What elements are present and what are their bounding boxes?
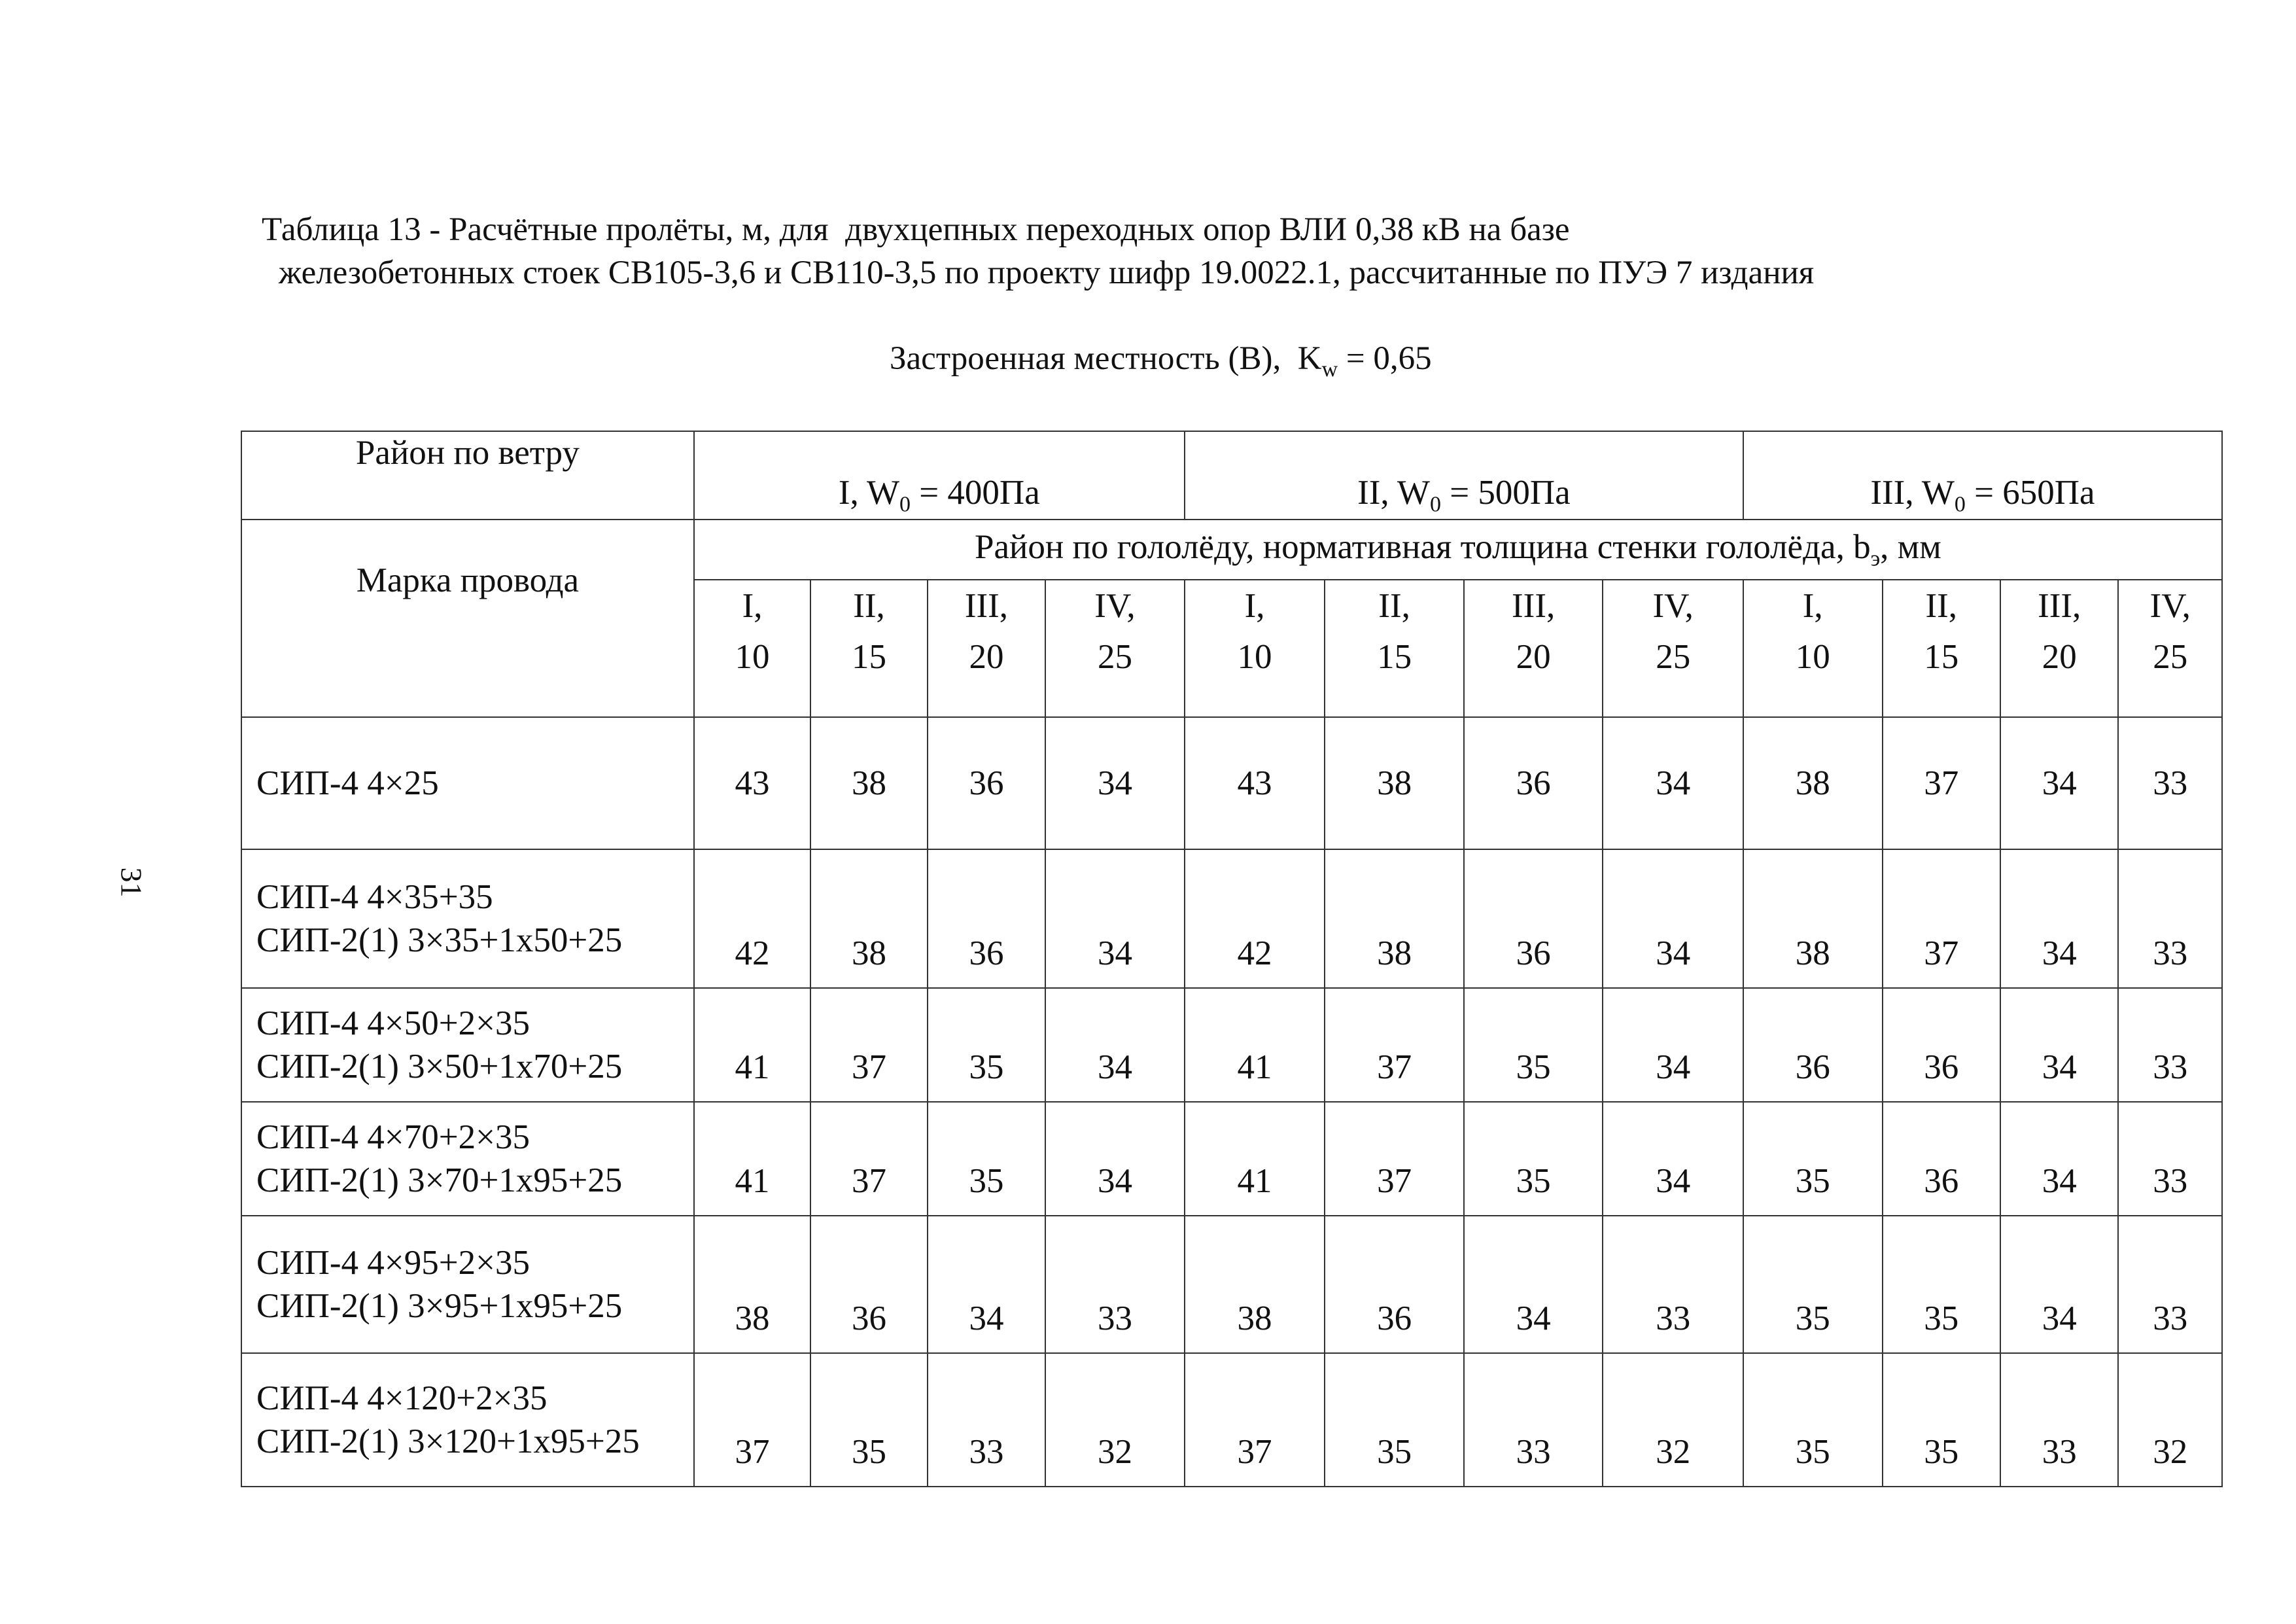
span-value-cell: 38 xyxy=(1743,849,1883,988)
span-value-cell: 35 xyxy=(1883,1353,2000,1487)
table-row xyxy=(241,1353,2222,1487)
span-value-cell: 33 xyxy=(928,1353,1045,1487)
wire-brand-cell xyxy=(241,717,694,849)
span-value-cell: 36 xyxy=(1325,1216,1464,1353)
table-row xyxy=(241,988,2222,1102)
wire-brand-line-1: СИП-4 4×70+2×35 xyxy=(256,1118,530,1156)
ice-zone-cell: IV, 25 xyxy=(1603,580,1743,717)
span-value-cell: 32 xyxy=(1045,1353,1185,1487)
span-value-cell: 37 xyxy=(1883,849,2000,988)
caption-line-2: железобетонных стоек СВ105-3,6 и СВ110-3,5 по проекту шифр 19.0022.1, рассчитанные по ПУЭ 7 издания xyxy=(279,255,1815,291)
ice-zone-cell: III, 20 xyxy=(928,580,1045,717)
span-value-cell: 35 xyxy=(928,1102,1045,1216)
wire-brand-cell xyxy=(241,849,694,988)
span-value-cell: 33 xyxy=(1464,1353,1603,1487)
span-value-cell: 33 xyxy=(1045,1216,1185,1353)
span-value-cell: 43 xyxy=(694,717,810,849)
span-value-cell: 33 xyxy=(2118,1216,2222,1353)
wind-zone-3: III, $W_0 = 650Па$ xyxy=(1743,431,2222,520)
subtitle-text: Застроенная местность (В), K xyxy=(890,340,1322,377)
span-value-cell: 41 xyxy=(1185,1102,1325,1216)
span-value-cell: 34 xyxy=(2000,1102,2118,1216)
span-value-cell: 33 xyxy=(2118,717,2222,849)
span-value-cell: 35 xyxy=(1464,988,1603,1102)
wire-brand-cell xyxy=(241,1353,694,1487)
span-value-cell: 42 xyxy=(694,849,810,988)
span-value-cell: 41 xyxy=(694,988,810,1102)
span-value-cell: 35 xyxy=(810,1353,927,1487)
span-value-cell: 36 xyxy=(928,717,1045,849)
span-value-cell: 35 xyxy=(1743,1102,1883,1216)
span-value-cell: 36 xyxy=(1743,988,1883,1102)
caption-line-1: Таблица 13 - Расчётные пролёты, м, для двухцепных переходных опор ВЛИ 0,38 кВ на базе xyxy=(262,211,1570,248)
span-value-cell: 34 xyxy=(2000,988,2118,1102)
span-value-cell: 34 xyxy=(2000,717,2118,849)
span-value-cell: 35 xyxy=(928,988,1045,1102)
span-value-cell: 37 xyxy=(810,1102,927,1216)
span-value-cell: 34 xyxy=(1603,1102,1743,1216)
span-value-cell: 36 xyxy=(928,849,1045,988)
ice-zone-cell: I, 10 xyxy=(1743,580,1883,717)
span-value-cell: 38 xyxy=(810,849,927,988)
span-value-cell: 34 xyxy=(1464,1216,1603,1353)
span-value-cell: 38 xyxy=(1743,717,1883,849)
span-value-cell: 41 xyxy=(694,1102,810,1216)
ice-region-title: Район по гололёду, нормативная толщина стенки гололёда, $b_э$, мм xyxy=(694,520,2222,580)
wire-brand-line-1: СИП-4 4×35+35 xyxy=(256,878,493,916)
wire-brand-line-1: СИП-4 4×120+2×35 xyxy=(256,1379,548,1417)
span-value-cell: 38 xyxy=(1325,849,1464,988)
subtitle-subscript: w xyxy=(1321,357,1338,382)
span-value-cell: 37 xyxy=(1325,988,1464,1102)
ice-zone-cell: III, 20 xyxy=(1464,580,1603,717)
span-value-cell: 32 xyxy=(2118,1353,2222,1487)
span-value-cell: 34 xyxy=(1045,988,1185,1102)
span-value-cell: 37 xyxy=(810,988,927,1102)
span-value-cell: 37 xyxy=(1185,1353,1325,1487)
span-value-cell: 38 xyxy=(1185,1216,1325,1353)
page-number: 31 xyxy=(114,867,148,898)
ice-zone-cell: II, 15 xyxy=(1325,580,1464,717)
wind-zone-2: II, $W_0 = 500Па$ xyxy=(1185,431,1743,520)
wire-brand-line-2: СИП-2(1) 3×70+1х95+25 xyxy=(256,1161,623,1199)
table-row xyxy=(241,1102,2222,1216)
wire-brand-cell xyxy=(241,1102,694,1216)
span-value-cell: 38 xyxy=(810,717,927,849)
wire-brand-line-2: СИП-2(1) 3×95+1х95+25 xyxy=(256,1287,623,1325)
span-value-cell: 33 xyxy=(2000,1353,2118,1487)
ice-zone-cell: IV, 25 xyxy=(1045,580,1185,717)
wind-header-row xyxy=(241,431,2222,520)
terrain-subtitle xyxy=(890,337,1432,391)
wire-brand-line-1: СИП-4 4×25 xyxy=(256,764,439,802)
span-value-cell: 36 xyxy=(1464,849,1603,988)
span-value-cell: 41 xyxy=(1185,988,1325,1102)
span-value-cell: 34 xyxy=(2000,849,2118,988)
span-value-cell: 37 xyxy=(1325,1102,1464,1216)
span-value-cell: 36 xyxy=(1883,1102,2000,1216)
wire-brand-cell xyxy=(241,1216,694,1353)
span-value-cell: 34 xyxy=(1045,849,1185,988)
ice-zone-cell: IV, 25 xyxy=(2118,580,2222,717)
table-row xyxy=(241,717,2222,849)
wind-zone-1: I, $W_0 = 400Па$ xyxy=(694,431,1185,520)
span-value-cell: 35 xyxy=(1743,1353,1883,1487)
span-value-cell: 35 xyxy=(1743,1216,1883,1353)
span-value-cell: 36 xyxy=(1464,717,1603,849)
span-value-cell: 34 xyxy=(2000,1216,2118,1353)
span-value-cell: 42 xyxy=(1185,849,1325,988)
span-value-cell: 33 xyxy=(1603,1216,1743,1353)
span-value-cell: 33 xyxy=(2118,1102,2222,1216)
spans-table xyxy=(241,431,2223,1487)
span-value-cell: 34 xyxy=(1045,1102,1185,1216)
span-value-cell: 34 xyxy=(1603,988,1743,1102)
subtitle-value: = 0,65 xyxy=(1338,340,1432,377)
span-value-cell: 36 xyxy=(810,1216,927,1353)
wire-brand-line-2: СИП-2(1) 3×35+1х50+25 xyxy=(256,921,623,959)
wire-brand-cell xyxy=(241,988,694,1102)
ice-zone-cell: I, 10 xyxy=(694,580,810,717)
wire-brand-line-1: СИП-4 4×50+2×35 xyxy=(256,1004,530,1042)
span-value-cell: 34 xyxy=(1603,849,1743,988)
span-value-cell: 36 xyxy=(1883,988,2000,1102)
ice-zone-cell: I, 10 xyxy=(1185,580,1325,717)
wire-brand-line-2: СИП-2(1) 3×50+1х70+25 xyxy=(256,1048,623,1086)
ice-title-row xyxy=(241,520,2222,580)
span-value-cell: 35 xyxy=(1325,1353,1464,1487)
table-row xyxy=(241,849,2222,988)
span-value-cell: 43 xyxy=(1185,717,1325,849)
span-value-cell: 37 xyxy=(1883,717,2000,849)
wire-brand-line-2: СИП-2(1) 3×120+1х95+25 xyxy=(256,1422,640,1460)
span-value-cell: 35 xyxy=(1883,1216,2000,1353)
span-value-cell: 37 xyxy=(694,1353,810,1487)
ice-zone-cell: III, 20 xyxy=(2000,580,2118,717)
span-value-cell: 34 xyxy=(1603,717,1743,849)
span-value-cell: 38 xyxy=(1325,717,1464,849)
ice-zone-cell: II, 15 xyxy=(1883,580,2000,717)
ice-zone-cell: II, 15 xyxy=(810,580,927,717)
span-value-cell: 32 xyxy=(1603,1353,1743,1487)
span-value-cell: 33 xyxy=(2118,988,2222,1102)
span-value-cell: 34 xyxy=(928,1216,1045,1353)
wind-region-label: Район по ветру xyxy=(241,431,694,520)
table-row xyxy=(241,1216,2222,1353)
table-caption xyxy=(262,208,1814,294)
span-value-cell: 33 xyxy=(2118,849,2222,988)
wire-brand-line-1: СИП-4 4×95+2×35 xyxy=(256,1244,530,1282)
span-value-cell: 34 xyxy=(1045,717,1185,849)
span-value-cell: 35 xyxy=(1464,1102,1603,1216)
wire-brand-label: Марка провода xyxy=(241,520,694,717)
span-value-cell: 38 xyxy=(694,1216,810,1353)
